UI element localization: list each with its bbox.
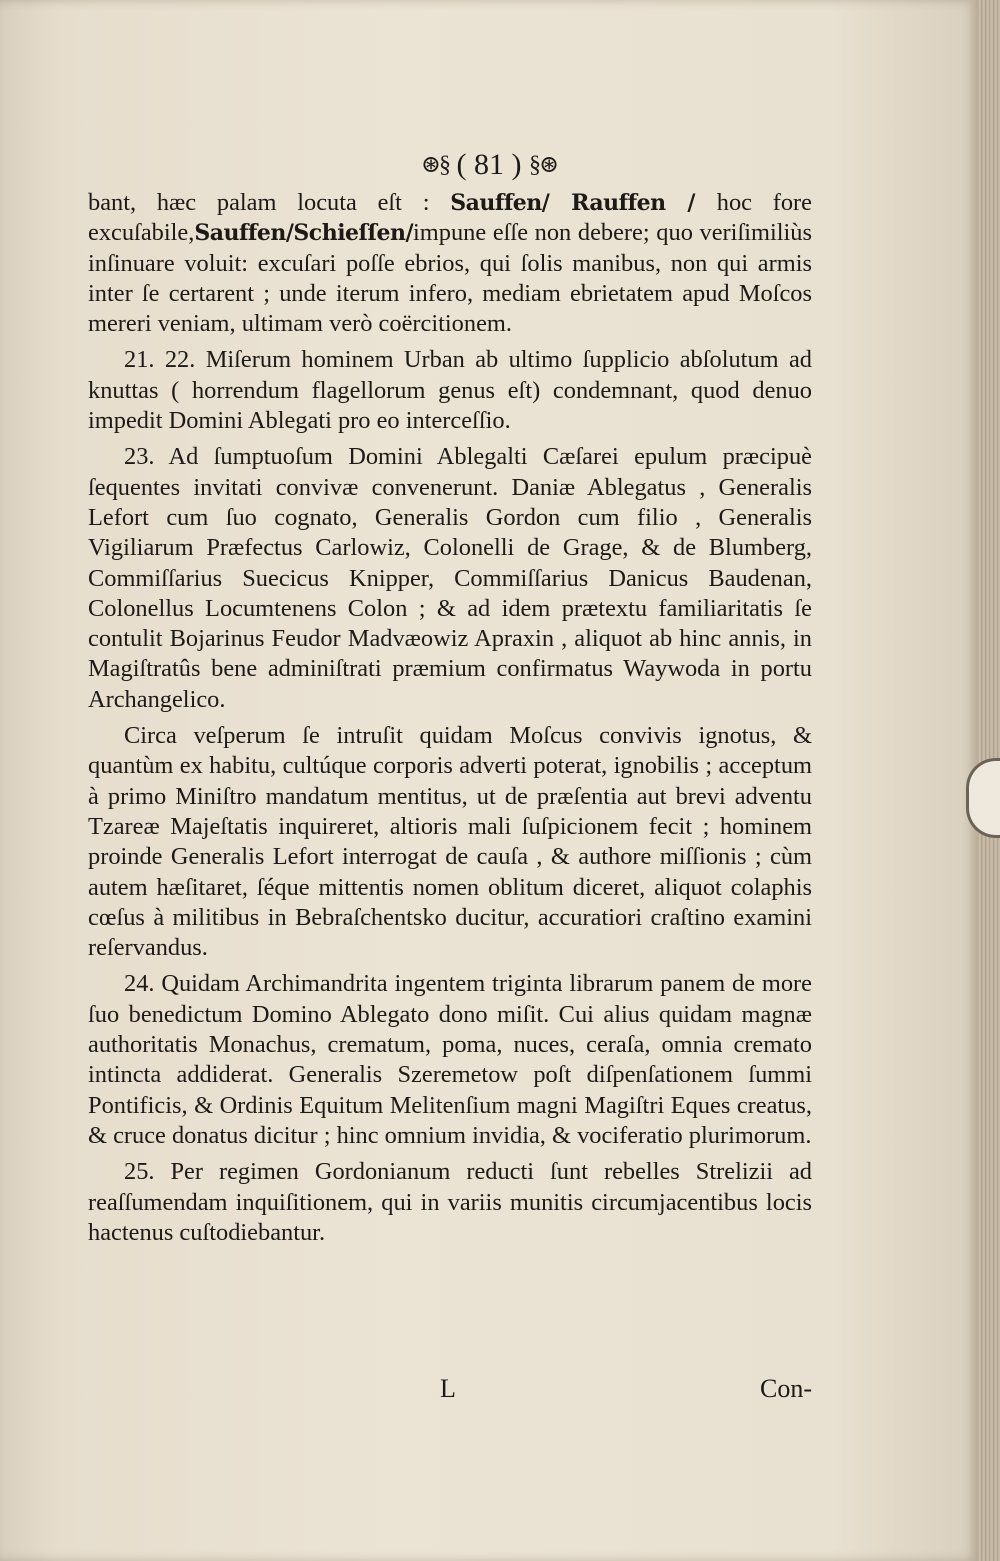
paragraph-23: 23. Ad ſumptuoſum Domini Ablegalti Cæſarei epulum præcipuè ſequentes invitati convivæ convenerunt. Daniæ Ablegatus , Generalis Lefort cum ſuo cognato, Generalis Gordon cum filio , Generalis Vigiliarum Præfectus Carlowiz, Colonelli de Grage, & de Blumberg, Commiſſarius Suecicus Knipper, Commiſſarius Danicus Baudenan, Colonellus Locumtenens Colon ; & ad idem prætextu familiaritatis ſe contulit Bojarinus Feudor Madvæowiz Apraxin , aliquot ab hinc annis, in Magiſtratûs bene adminiſtrati præmium confirmatus Waywoda in portu Archangelico. — [88, 443, 812, 713]
paragraph-circa: Circa veſperum ſe intruſit quidam Moſcus convivis ignotus, & quantùm ex habitu, cultúque corporis adverti poterat, ignobilis ; acceptum à primo Miniſtro mandatum mentitus, ut de præſentia aut brevi adventu Tzareæ Majeſtatis inquireret, altioris mali ſuſpicionem fecit ; hominem proinde Generalis Lefort interrogat de cauſa , & authore miſſionis ; cùm autem hæſitaret, ſéque mittentis nomen oblitum diceret, aliquot colaphis cœſus à militibus in Bebraſchentsko ducitur, accuratiori craſtino examini reſervandus. — [88, 722, 812, 962]
p1-text-c: impune eſſe non debere; quo veriſimiliùs inſinuare voluit: excuſari poſſe ebrios, qui ſolis manibus, non qui armis inter ſe certarent ; unde iterum infero, mediam ebrietatem apud Moſcos mereri veniam, ultimam verò coërcitionem. — [88, 219, 812, 338]
p1-text-b: hoc fore excuſabile, — [88, 189, 812, 247]
body-text — [88, 188, 812, 1254]
paragraph-24: 24. Quidam Archimandrita ingentem triginta librarum panem de more ſuo benedictum Domino Ablegato dono miſit. Cui alius quidam magnæ authoritatis Monachus, crematum, poma, nuces, ceraſa, omnia cremato intincta addiderat. Generalis Szeremetow poſt diſpenſationem ſummi Pontificis, & Ordinis Equitum Melitenſium magni Magiſtri Eques creatus, & cruce donatus dicitur ; hinc omnium invidia, & vociferatio plurimorum. — [88, 970, 812, 1149]
page-header — [0, 148, 978, 182]
binding-clip — [966, 758, 1000, 838]
paragraph-1 — [88, 188, 812, 339]
p1-german-phrase-2: Sauffen/Schieſſen/ — [194, 220, 414, 247]
catchword: Con- — [760, 1374, 812, 1403]
right-ornament: §⊛ — [528, 152, 558, 178]
paragraph-21-22: 21. 22. Miſerum hominem Urban ab ultimo ſupplicio abſolutum ad knuttas ( horrendum flagellorum genus eſt) condemnant, quod denuo impedit Domini Ablegati pro eo interceſſio. — [88, 346, 812, 435]
page-footer — [88, 1374, 812, 1410]
signature-mark: L — [440, 1374, 456, 1403]
p1-german-phrase-1: Sauffen/ Rauffen / — [450, 190, 717, 216]
p1-text-a: bant, hæc palam locuta eſt : — [88, 189, 451, 216]
page-number: ( 81 ) — [456, 148, 522, 181]
left-ornament: ⊛§ — [420, 152, 449, 178]
paragraph-25: 25. Per regimen Gordonianum reducti ſunt rebelles Strelizii ad reaſſumendam inquiſitionem, qui in variis munitis circumjacentibus locis hactenus cuſtodiebantur. — [88, 1158, 812, 1246]
